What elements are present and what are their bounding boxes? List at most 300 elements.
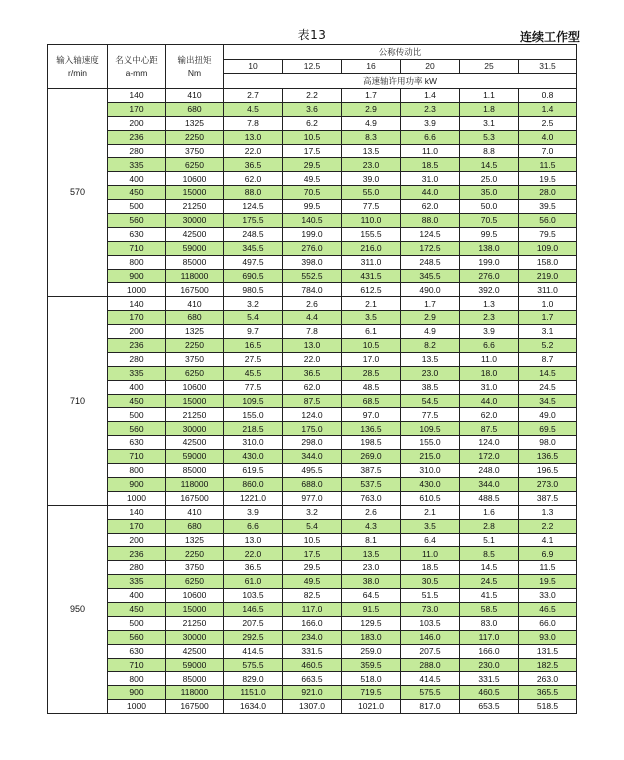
center-distance-cell: 335: [108, 158, 166, 172]
power-value-cell: 219.0: [519, 269, 577, 283]
power-value-cell: 2.9: [342, 102, 401, 116]
power-value-cell: 537.5: [342, 477, 401, 491]
power-value-cell: 140.5: [283, 214, 342, 228]
table-row: [48, 214, 577, 228]
power-value-cell: 3.5: [401, 519, 460, 533]
output-torque-cell: 85000: [166, 464, 224, 478]
power-value-cell: 414.5: [401, 672, 460, 686]
center-distance-cell: 630: [108, 227, 166, 241]
table-row: [48, 700, 577, 714]
power-value-cell: 1.7: [342, 89, 401, 103]
header-input-speed: [48, 45, 108, 89]
output-torque-cell: 10600: [166, 589, 224, 603]
power-value-cell: 50.0: [460, 200, 519, 214]
power-value-cell: 11.0: [401, 144, 460, 158]
power-value-cell: 22.0: [283, 352, 342, 366]
power-value-cell: 99.5: [460, 227, 519, 241]
power-value-cell: 77.5: [342, 200, 401, 214]
output-torque-cell: 167500: [166, 700, 224, 714]
center-distance-cell: 236: [108, 547, 166, 561]
table-row: [48, 672, 577, 686]
power-value-cell: 124.0: [460, 436, 519, 450]
output-torque-cell: 21250: [166, 408, 224, 422]
duty-type-label: 连续工作型: [519, 30, 580, 44]
center-distance-cell: 170: [108, 519, 166, 533]
header-output-torque-unit: Nm: [187, 67, 202, 78]
power-value-cell: 248.5: [224, 227, 283, 241]
power-value-cell: 1.7: [401, 297, 460, 311]
power-value-cell: 129.5: [342, 616, 401, 630]
power-value-cell: 136.5: [519, 450, 577, 464]
power-value-cell: 175.5: [224, 214, 283, 228]
power-value-cell: 93.0: [519, 630, 577, 644]
power-value-cell: 56.0: [519, 214, 577, 228]
power-value-cell: 311.0: [519, 283, 577, 297]
power-value-cell: 10.5: [342, 339, 401, 353]
power-value-cell: 6.2: [283, 116, 342, 130]
power-value-cell: 29.5: [283, 158, 342, 172]
center-distance-cell: 800: [108, 255, 166, 269]
power-value-cell: 2.5: [519, 116, 577, 130]
power-value-cell: 64.5: [342, 589, 401, 603]
output-torque-cell: 410: [166, 89, 224, 103]
power-value-cell: 276.0: [460, 269, 519, 283]
power-value-cell: 155.0: [401, 436, 460, 450]
power-value-cell: 1.7: [519, 311, 577, 325]
power-value-cell: 276.0: [283, 241, 342, 255]
power-value-cell: 4.3: [342, 519, 401, 533]
power-value-cell: 1.0: [519, 297, 577, 311]
power-value-cell: 10.5: [283, 130, 342, 144]
power-value-cell: 784.0: [283, 283, 342, 297]
output-torque-cell: 410: [166, 297, 224, 311]
table-body: [48, 89, 577, 714]
power-value-cell: 653.5: [460, 700, 519, 714]
power-value-cell: 146.0: [401, 630, 460, 644]
power-value-cell: 610.5: [401, 491, 460, 505]
power-value-cell: 1.1: [460, 89, 519, 103]
power-value-cell: 5.1: [460, 533, 519, 547]
output-torque-cell: 30000: [166, 630, 224, 644]
table-row: [48, 283, 577, 297]
table-row: [48, 477, 577, 491]
header-ratio: 16: [342, 60, 401, 74]
power-value-cell: 612.5: [342, 283, 401, 297]
table-row: [48, 144, 577, 158]
table-row: [48, 658, 577, 672]
power-value-cell: 430.0: [401, 477, 460, 491]
header-center-distance: [108, 45, 166, 89]
power-value-cell: 131.5: [519, 644, 577, 658]
power-value-cell: 829.0: [224, 672, 283, 686]
output-torque-cell: 30000: [166, 422, 224, 436]
center-distance-cell: 710: [108, 658, 166, 672]
table-row: [48, 186, 577, 200]
power-value-cell: 7.8: [283, 325, 342, 339]
power-value-cell: 8.1: [342, 533, 401, 547]
output-torque-cell: 15000: [166, 394, 224, 408]
power-value-cell: 1.6: [460, 505, 519, 519]
power-value-cell: 19.5: [519, 575, 577, 589]
power-value-cell: 13.5: [401, 352, 460, 366]
power-value-cell: 273.0: [519, 477, 577, 491]
power-value-cell: 31.0: [460, 380, 519, 394]
table-row: [48, 241, 577, 255]
power-value-cell: 183.0: [342, 630, 401, 644]
power-value-cell: 199.0: [283, 227, 342, 241]
power-value-cell: 172.0: [460, 450, 519, 464]
power-value-cell: 921.0: [283, 686, 342, 700]
power-value-cell: 619.5: [224, 464, 283, 478]
power-value-cell: 345.5: [224, 241, 283, 255]
power-value-cell: 2.6: [342, 505, 401, 519]
power-value-cell: 49.5: [283, 172, 342, 186]
power-value-cell: 414.5: [224, 644, 283, 658]
power-value-cell: 3.1: [519, 325, 577, 339]
output-torque-cell: 2250: [166, 547, 224, 561]
power-value-cell: 4.1: [519, 533, 577, 547]
table-row: [48, 311, 577, 325]
table-row: [48, 616, 577, 630]
table-row: [48, 644, 577, 658]
center-distance-cell: 170: [108, 102, 166, 116]
power-value-cell: 1.3: [519, 505, 577, 519]
input-speed-cell: 950: [48, 505, 108, 713]
power-value-cell: 690.5: [224, 269, 283, 283]
power-value-cell: 4.0: [519, 130, 577, 144]
power-value-cell: 19.5: [519, 172, 577, 186]
center-distance-cell: 500: [108, 616, 166, 630]
power-value-cell: 88.0: [224, 186, 283, 200]
power-value-cell: 3.2: [224, 297, 283, 311]
center-distance-cell: 630: [108, 644, 166, 658]
header-ratio: 12.5: [283, 60, 342, 74]
output-torque-cell: 680: [166, 311, 224, 325]
power-value-cell: 44.0: [401, 186, 460, 200]
power-value-cell: 17.5: [283, 144, 342, 158]
power-value-cell: 298.0: [283, 436, 342, 450]
power-value-cell: 5.4: [224, 311, 283, 325]
center-distance-cell: 800: [108, 672, 166, 686]
power-value-cell: 0.8: [519, 89, 577, 103]
output-torque-cell: 42500: [166, 227, 224, 241]
header-ratio: 10: [224, 60, 283, 74]
table-row: [48, 130, 577, 144]
power-value-cell: 8.3: [342, 130, 401, 144]
power-value-cell: 103.5: [224, 589, 283, 603]
header-input-speed-label: 输入轴速度: [56, 54, 99, 65]
table-title: 表13: [297, 28, 327, 42]
output-torque-cell: 15000: [166, 186, 224, 200]
power-value-cell: 54.5: [401, 394, 460, 408]
power-value-cell: 38.0: [342, 575, 401, 589]
header-input-speed-unit: r/min: [68, 67, 87, 78]
power-value-cell: 14.5: [519, 366, 577, 380]
power-value-cell: 44.0: [460, 394, 519, 408]
center-distance-cell: 450: [108, 602, 166, 616]
power-value-cell: 39.5: [519, 200, 577, 214]
center-distance-cell: 900: [108, 269, 166, 283]
power-value-cell: 23.0: [342, 158, 401, 172]
power-value-cell: 36.5: [224, 561, 283, 575]
power-value-cell: 136.5: [342, 422, 401, 436]
power-value-cell: 66.0: [519, 616, 577, 630]
output-torque-cell: 21250: [166, 616, 224, 630]
table-row: [48, 491, 577, 505]
center-distance-cell: 400: [108, 589, 166, 603]
power-value-cell: 3.9: [224, 505, 283, 519]
power-value-cell: 38.5: [401, 380, 460, 394]
power-value-cell: 2.6: [283, 297, 342, 311]
header-center-distance-label: 名义中心距: [115, 54, 158, 65]
power-value-cell: 2.9: [401, 311, 460, 325]
power-value-cell: 1151.0: [224, 686, 283, 700]
center-distance-cell: 280: [108, 561, 166, 575]
power-value-cell: 155.5: [342, 227, 401, 241]
power-value-cell: 3.9: [460, 325, 519, 339]
power-value-cell: 25.0: [460, 172, 519, 186]
power-value-cell: 14.5: [460, 561, 519, 575]
power-value-cell: 5.2: [519, 339, 577, 353]
power-value-cell: 688.0: [283, 477, 342, 491]
power-value-cell: 45.5: [224, 366, 283, 380]
output-torque-cell: 680: [166, 519, 224, 533]
power-value-cell: 344.0: [283, 450, 342, 464]
center-distance-cell: 450: [108, 394, 166, 408]
power-value-cell: 88.0: [401, 214, 460, 228]
power-value-cell: 288.0: [401, 658, 460, 672]
power-value-cell: 269.0: [342, 450, 401, 464]
output-torque-cell: 59000: [166, 450, 224, 464]
power-value-cell: 3.5: [342, 311, 401, 325]
power-value-cell: 48.5: [342, 380, 401, 394]
power-value-cell: 431.5: [342, 269, 401, 283]
power-value-cell: 166.0: [283, 616, 342, 630]
center-distance-cell: 140: [108, 89, 166, 103]
output-torque-cell: 6250: [166, 158, 224, 172]
header-ratio: 20: [401, 60, 460, 74]
power-value-cell: 977.0: [283, 491, 342, 505]
power-value-cell: 3.9: [401, 116, 460, 130]
power-value-cell: 18.5: [401, 158, 460, 172]
power-value-cell: 30.5: [401, 575, 460, 589]
power-value-cell: 575.5: [401, 686, 460, 700]
power-value-cell: 14.5: [460, 158, 519, 172]
center-distance-cell: 450: [108, 186, 166, 200]
center-distance-cell: 170: [108, 311, 166, 325]
header-nominal-ratio: 公称传动比: [224, 45, 577, 60]
power-value-cell: 4.4: [283, 311, 342, 325]
power-value-cell: 552.5: [283, 269, 342, 283]
power-value-cell: 77.5: [401, 408, 460, 422]
power-value-cell: 344.0: [460, 477, 519, 491]
power-value-cell: 719.5: [342, 686, 401, 700]
power-value-cell: 82.5: [283, 589, 342, 603]
power-value-cell: 6.6: [460, 339, 519, 353]
power-value-cell: 218.5: [224, 422, 283, 436]
power-value-cell: 11.0: [401, 547, 460, 561]
power-value-cell: 3.6: [283, 102, 342, 116]
power-value-cell: 18.0: [460, 366, 519, 380]
power-value-cell: 117.0: [460, 630, 519, 644]
output-torque-cell: 2250: [166, 339, 224, 353]
center-distance-cell: 800: [108, 464, 166, 478]
center-distance-cell: 400: [108, 380, 166, 394]
power-value-cell: 331.5: [460, 672, 519, 686]
power-value-cell: 83.0: [460, 616, 519, 630]
power-value-cell: 331.5: [283, 644, 342, 658]
power-value-cell: 11.5: [519, 561, 577, 575]
power-value-cell: 16.5: [224, 339, 283, 353]
power-value-cell: 3.1: [460, 116, 519, 130]
power-value-cell: 109.0: [519, 241, 577, 255]
output-torque-cell: 42500: [166, 436, 224, 450]
output-torque-cell: 1325: [166, 325, 224, 339]
power-value-cell: 6.6: [401, 130, 460, 144]
power-value-cell: 2.1: [401, 505, 460, 519]
table-row: [48, 436, 577, 450]
output-torque-cell: 1325: [166, 116, 224, 130]
center-distance-cell: 710: [108, 241, 166, 255]
center-distance-cell: 1000: [108, 491, 166, 505]
table-row: [48, 116, 577, 130]
power-value-cell: 28.0: [519, 186, 577, 200]
power-value-cell: 34.5: [519, 394, 577, 408]
power-value-cell: 62.0: [283, 380, 342, 394]
power-value-cell: 1634.0: [224, 700, 283, 714]
table-row: [48, 394, 577, 408]
output-torque-cell: 85000: [166, 672, 224, 686]
output-torque-cell: 3750: [166, 144, 224, 158]
power-value-cell: 259.0: [342, 644, 401, 658]
power-value-cell: 175.0: [283, 422, 342, 436]
power-value-cell: 2.2: [519, 519, 577, 533]
center-distance-cell: 236: [108, 339, 166, 353]
power-value-cell: 24.5: [460, 575, 519, 589]
power-value-cell: 138.0: [460, 241, 519, 255]
power-value-cell: 87.5: [460, 422, 519, 436]
power-value-cell: 6.6: [224, 519, 283, 533]
power-value-cell: 263.0: [519, 672, 577, 686]
power-value-cell: 207.5: [224, 616, 283, 630]
power-value-cell: 166.0: [460, 644, 519, 658]
center-distance-cell: 400: [108, 172, 166, 186]
output-torque-cell: 85000: [166, 255, 224, 269]
center-distance-cell: 140: [108, 297, 166, 311]
power-value-cell: 207.5: [401, 644, 460, 658]
power-value-cell: 22.0: [224, 144, 283, 158]
power-value-cell: 392.0: [460, 283, 519, 297]
power-value-cell: 387.5: [519, 491, 577, 505]
table-row: [48, 450, 577, 464]
power-value-cell: 31.0: [401, 172, 460, 186]
table-row: [48, 297, 577, 311]
table-row: [48, 533, 577, 547]
power-value-cell: 62.0: [224, 172, 283, 186]
power-value-cell: 10.5: [283, 533, 342, 547]
power-value-cell: 36.5: [224, 158, 283, 172]
power-value-cell: 1.4: [519, 102, 577, 116]
power-value-cell: 36.5: [283, 366, 342, 380]
output-torque-cell: 59000: [166, 658, 224, 672]
power-value-cell: 248.0: [460, 464, 519, 478]
power-value-cell: 234.0: [283, 630, 342, 644]
power-value-cell: 35.0: [460, 186, 519, 200]
power-value-cell: 8.2: [401, 339, 460, 353]
output-torque-cell: 59000: [166, 241, 224, 255]
center-distance-cell: 1000: [108, 283, 166, 297]
power-value-cell: 13.5: [342, 144, 401, 158]
output-torque-cell: 30000: [166, 214, 224, 228]
table-row: [48, 89, 577, 103]
power-value-cell: 29.5: [283, 561, 342, 575]
power-value-cell: 663.5: [283, 672, 342, 686]
center-distance-cell: 560: [108, 214, 166, 228]
power-value-cell: 33.0: [519, 589, 577, 603]
power-value-cell: 310.0: [401, 464, 460, 478]
power-value-cell: 49.5: [283, 575, 342, 589]
power-value-cell: 61.0: [224, 575, 283, 589]
header-ratio: 31.5: [519, 60, 577, 74]
center-distance-cell: 560: [108, 630, 166, 644]
power-value-cell: 230.0: [460, 658, 519, 672]
power-value-cell: 70.5: [283, 186, 342, 200]
power-value-cell: 23.0: [401, 366, 460, 380]
power-value-cell: 97.0: [342, 408, 401, 422]
power-value-cell: 9.7: [224, 325, 283, 339]
output-torque-cell: 6250: [166, 366, 224, 380]
center-distance-cell: 560: [108, 422, 166, 436]
power-value-cell: 117.0: [283, 602, 342, 616]
header-output-torque-label: 输出扭矩: [177, 54, 212, 65]
output-torque-cell: 167500: [166, 283, 224, 297]
power-value-cell: 292.5: [224, 630, 283, 644]
power-value-cell: 46.5: [519, 602, 577, 616]
power-value-cell: 49.0: [519, 408, 577, 422]
power-value-cell: 62.0: [460, 408, 519, 422]
power-value-cell: 51.5: [401, 589, 460, 603]
power-value-cell: 41.5: [460, 589, 519, 603]
table-row: [48, 575, 577, 589]
table-row: [48, 408, 577, 422]
table-row: [48, 158, 577, 172]
power-value-cell: 158.0: [519, 255, 577, 269]
power-value-cell: 124.5: [224, 200, 283, 214]
output-torque-cell: 21250: [166, 200, 224, 214]
power-value-cell: 460.5: [283, 658, 342, 672]
power-value-cell: 6.4: [401, 533, 460, 547]
table-row: [48, 602, 577, 616]
center-distance-cell: 200: [108, 116, 166, 130]
power-value-cell: 575.5: [224, 658, 283, 672]
center-distance-cell: 200: [108, 325, 166, 339]
table-row: [48, 255, 577, 269]
table-row: [48, 227, 577, 241]
center-distance-cell: 1000: [108, 700, 166, 714]
output-torque-cell: 118000: [166, 686, 224, 700]
power-value-cell: 62.0: [401, 200, 460, 214]
center-distance-cell: 280: [108, 352, 166, 366]
header-power-label: 高速轴许用功率 kW: [224, 74, 577, 89]
output-torque-cell: 15000: [166, 602, 224, 616]
power-value-cell: 8.8: [460, 144, 519, 158]
power-value-cell: 103.5: [401, 616, 460, 630]
table-row: [48, 422, 577, 436]
power-value-cell: 13.0: [283, 339, 342, 353]
power-value-cell: 17.5: [283, 547, 342, 561]
power-value-cell: 398.0: [283, 255, 342, 269]
table-row: [48, 269, 577, 283]
